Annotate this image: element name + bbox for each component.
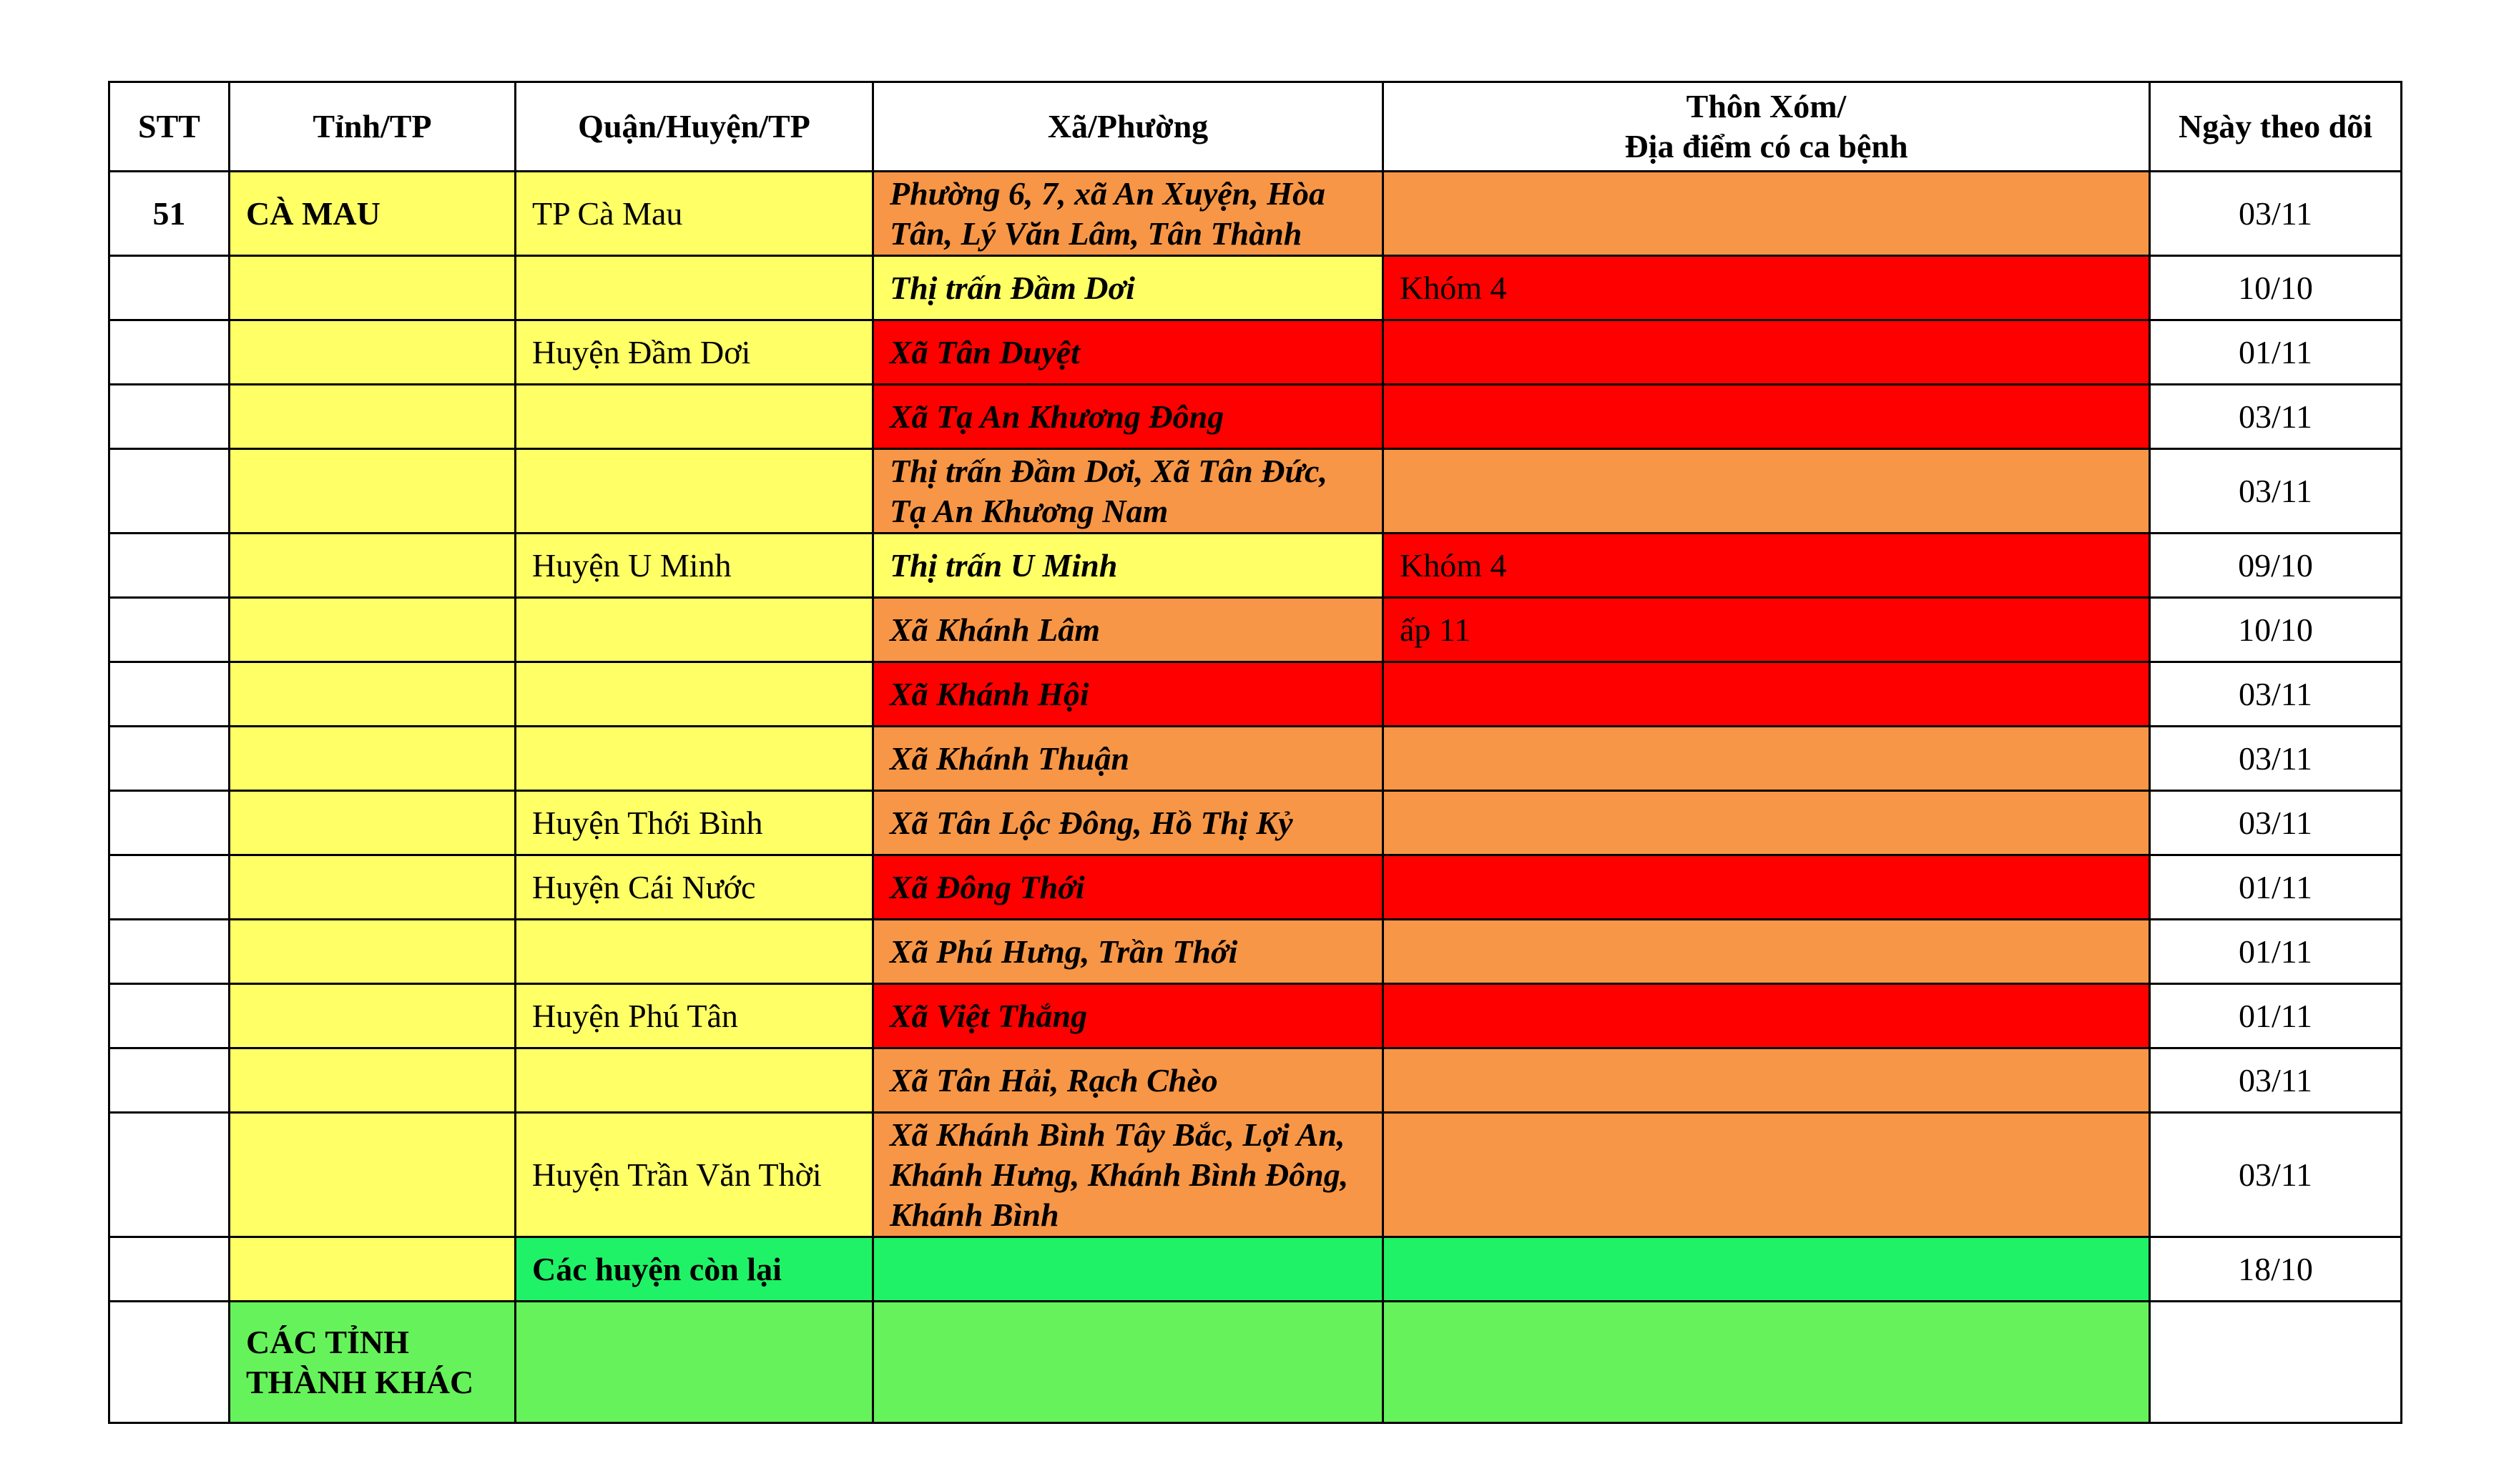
header-date: Ngày theo dõi [2150, 82, 2402, 172]
cell-date: 03/11 [2150, 449, 2402, 534]
outbreak-table [108, 81, 2402, 1424]
cell-village [1383, 791, 2150, 855]
cell-province: CÁC TỈNH THÀNH KHÁC [230, 1302, 516, 1423]
header-village-line2: Địa điểm có ca bệnh [1624, 128, 1908, 164]
cell-date: 03/11 [2150, 1048, 2402, 1113]
table-row [109, 727, 2402, 791]
cell-village: Khóm 4 [1383, 534, 2150, 598]
cell-village [1383, 1237, 2150, 1302]
cell-date: 03/11 [2150, 791, 2402, 855]
cell-date: 18/10 [2150, 1237, 2402, 1302]
cell-province [230, 727, 516, 791]
cell-village [1383, 1048, 2150, 1113]
cell-district [516, 449, 873, 534]
header-province: Tỉnh/TP [230, 82, 516, 172]
cell-date: 09/10 [2150, 534, 2402, 598]
table-row [109, 791, 2402, 855]
cell-district: Huyện Cái Nước [516, 855, 873, 920]
cell-province: CÀ MAU [230, 172, 516, 256]
cell-date: 01/11 [2150, 984, 2402, 1048]
cell-village [1383, 662, 2150, 727]
cell-province [230, 1048, 516, 1113]
cell-district: Huyện Trần Văn Thời [516, 1113, 873, 1237]
cell-ward: Xã Khánh Hội [873, 662, 1383, 727]
cell-village [1383, 320, 2150, 385]
cell-stt [109, 791, 230, 855]
cell-province [230, 920, 516, 984]
cell-ward: Xã Phú Hưng, Trần Thới [873, 920, 1383, 984]
cell-ward: Thị trấn Đầm Dơi, Xã Tân Đức, Tạ An Khương Nam [873, 449, 1383, 534]
table-row [109, 598, 2402, 662]
cell-stt [109, 534, 230, 598]
table-body [109, 172, 2402, 1423]
cell-province [230, 449, 516, 534]
cell-province [230, 534, 516, 598]
cell-ward: Xã Đông Thới [873, 855, 1383, 920]
cell-district [516, 920, 873, 984]
cell-district: Huyện Phú Tân [516, 984, 873, 1048]
cell-date: 01/11 [2150, 855, 2402, 920]
cell-district: Các huyện còn lại [516, 1237, 873, 1302]
cell-district: Huyện Thới Bình [516, 791, 873, 855]
cell-stt [109, 449, 230, 534]
cell-stt [109, 1237, 230, 1302]
header-village-line1: Thôn Xóm/ [1686, 88, 1847, 124]
cell-date: 03/11 [2150, 662, 2402, 727]
cell-province [230, 662, 516, 727]
cell-province [230, 855, 516, 920]
cell-stt [109, 598, 230, 662]
cell-district: TP Cà Mau [516, 172, 873, 256]
cell-stt [109, 256, 230, 320]
cell-village: Khóm 4 [1383, 256, 2150, 320]
cell-district [516, 662, 873, 727]
cell-province [230, 1113, 516, 1237]
cell-stt [109, 1048, 230, 1113]
table-row [109, 256, 2402, 320]
cell-stt [109, 385, 230, 449]
cell-stt [109, 1113, 230, 1237]
cell-ward: Thị trấn Đầm Dơi [873, 256, 1383, 320]
cell-stt [109, 1302, 230, 1423]
cell-stt [109, 320, 230, 385]
table-row [109, 172, 2402, 256]
cell-village [1383, 855, 2150, 920]
header-stt: STT [109, 82, 230, 172]
header-village [1383, 82, 2150, 172]
cell-province [230, 256, 516, 320]
cell-province [230, 984, 516, 1048]
cell-district [516, 598, 873, 662]
cell-province [230, 791, 516, 855]
cell-stt [109, 984, 230, 1048]
table-row [109, 1302, 2402, 1423]
cell-stt: 51 [109, 172, 230, 256]
cell-stt [109, 920, 230, 984]
cell-date: 01/11 [2150, 920, 2402, 984]
header-ward: Xã/Phường [873, 82, 1383, 172]
cell-ward: Phường 6, 7, xã An Xuyện, Hòa Tân, Lý Văn Lâm, Tân Thành [873, 172, 1383, 256]
cell-ward: Xã Tạ An Khương Đông [873, 385, 1383, 449]
cell-date: 03/11 [2150, 172, 2402, 256]
cell-stt [109, 662, 230, 727]
cell-village [1383, 172, 2150, 256]
table-row [109, 1237, 2402, 1302]
cell-district [516, 385, 873, 449]
table-row [109, 534, 2402, 598]
cell-district: Huyện U Minh [516, 534, 873, 598]
table-row [109, 920, 2402, 984]
cell-date: 10/10 [2150, 256, 2402, 320]
cell-ward: Xã Tân Hải, Rạch Chèo [873, 1048, 1383, 1113]
cell-date: 10/10 [2150, 598, 2402, 662]
table-row [109, 855, 2402, 920]
header-district: Quận/Huyện/TP [516, 82, 873, 172]
table-row [109, 385, 2402, 449]
cell-district: Huyện Đầm Dơi [516, 320, 873, 385]
cell-date [2150, 1302, 2402, 1423]
cell-province [230, 385, 516, 449]
cell-stt [109, 727, 230, 791]
cell-village [1383, 727, 2150, 791]
table-row [109, 662, 2402, 727]
cell-village [1383, 1302, 2150, 1423]
cell-ward [873, 1237, 1383, 1302]
cell-village [1383, 920, 2150, 984]
cell-district [516, 1302, 873, 1423]
cell-village [1383, 984, 2150, 1048]
cell-date: 03/11 [2150, 1113, 2402, 1237]
cell-date: 03/11 [2150, 385, 2402, 449]
cell-district [516, 1048, 873, 1113]
cell-village [1383, 449, 2150, 534]
cell-date: 01/11 [2150, 320, 2402, 385]
cell-ward: Xã Việt Thắng [873, 984, 1383, 1048]
table-row [109, 449, 2402, 534]
cell-ward: Xã Tân Lộc Đông, Hồ Thị Kỷ [873, 791, 1383, 855]
cell-ward: Xã Khánh Bình Tây Bắc, Lợi An, Khánh Hưng, Khánh Bình Đông, Khánh Bình [873, 1113, 1383, 1237]
header-row [109, 82, 2402, 172]
cell-ward [873, 1302, 1383, 1423]
cell-ward: Thị trấn U Minh [873, 534, 1383, 598]
cell-stt [109, 855, 230, 920]
cell-province [230, 598, 516, 662]
table-row [109, 320, 2402, 385]
table-row [109, 1113, 2402, 1237]
table-row [109, 984, 2402, 1048]
cell-village [1383, 385, 2150, 449]
cell-ward: Xã Khánh Lâm [873, 598, 1383, 662]
cell-date: 03/11 [2150, 727, 2402, 791]
cell-ward: Xã Tân Duyệt [873, 320, 1383, 385]
cell-district [516, 727, 873, 791]
cell-village: ấp 11 [1383, 598, 2150, 662]
cell-province [230, 1237, 516, 1302]
cell-ward: Xã Khánh Thuận [873, 727, 1383, 791]
cell-district [516, 256, 873, 320]
cell-province [230, 320, 516, 385]
cell-village [1383, 1113, 2150, 1237]
table-row [109, 1048, 2402, 1113]
